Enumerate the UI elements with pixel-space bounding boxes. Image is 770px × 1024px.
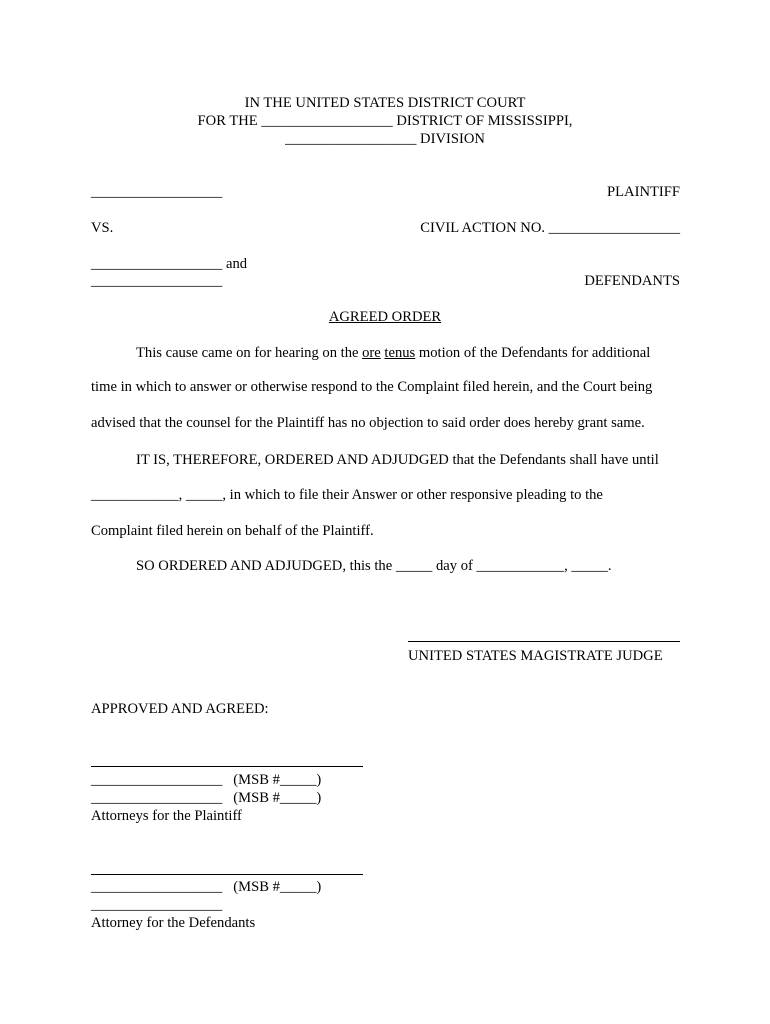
court-division: __________________ DIVISION xyxy=(285,131,485,147)
plaintiff-attorney-2: __________________ (MSB #_____) xyxy=(91,790,322,806)
versus-label: VS. xyxy=(91,220,114,236)
ore-word: ore xyxy=(362,345,381,361)
order-title: AGREED ORDER xyxy=(328,309,442,325)
approval-heading: APPROVED AND AGREED: xyxy=(91,701,269,717)
civil-action-number: CIVIL ACTION NO. __________________ xyxy=(420,220,680,236)
defendants-label: DEFENDANTS xyxy=(584,273,680,289)
court-district: FOR THE __________________ DISTRICT OF MISSISSIPPI, xyxy=(197,113,573,129)
defendant-attorney-2: __________________ xyxy=(91,897,223,913)
paragraph-1-text: This cause came on for hearing on the xyxy=(136,345,363,361)
judge-title: UNITED STATES MAGISTRATE JUDGE xyxy=(408,648,663,664)
paragraph-1-line-3: advised that the counsel for the Plaintiff has no objection to said order does hereby grant same. xyxy=(91,415,645,431)
plaintiff-attorney-1: __________________ (MSB #_____) xyxy=(91,772,322,788)
court-name: IN THE UNITED STATES DISTRICT COURT xyxy=(244,95,526,111)
paragraph-1-line-2: time in which to answer or otherwise respond to the Complaint filed herein, and the Court being xyxy=(91,379,653,395)
paragraph-1-line-1 xyxy=(136,344,650,362)
defendant-blank-1: __________________ and xyxy=(91,256,248,272)
paragraph-3: SO ORDERED AND ADJUDGED, this the _____ day of ____________, _____. xyxy=(136,558,612,574)
defendant-attorney-1: __________________ (MSB #_____) xyxy=(91,879,322,895)
defendant-blank-2: __________________ xyxy=(91,273,223,289)
defendant-signature-line xyxy=(91,874,363,875)
tenus-word: tenus xyxy=(384,345,416,361)
paragraph-1-text-end: motion of the Defendants for additional xyxy=(415,345,651,361)
paragraph-2-line-2: ____________, _____, in which to file their Answer or other responsive pleading to the xyxy=(91,487,603,503)
judge-signature-line xyxy=(408,641,680,642)
plaintiff-signature-line xyxy=(91,766,363,767)
paragraph-2-line-1: IT IS, THEREFORE, ORDERED AND ADJUDGED that the Defendants shall have until xyxy=(136,452,659,468)
paragraph-2-line-3: Complaint filed herein on behalf of the Plaintiff. xyxy=(91,523,374,539)
plaintiff-blank: __________________ xyxy=(91,184,223,200)
plaintiff-label: PLAINTIFF xyxy=(607,184,680,200)
plaintiff-attorneys-caption: Attorneys for the Plaintiff xyxy=(91,808,242,824)
defendant-attorney-caption: Attorney for the Defendants xyxy=(91,915,256,931)
